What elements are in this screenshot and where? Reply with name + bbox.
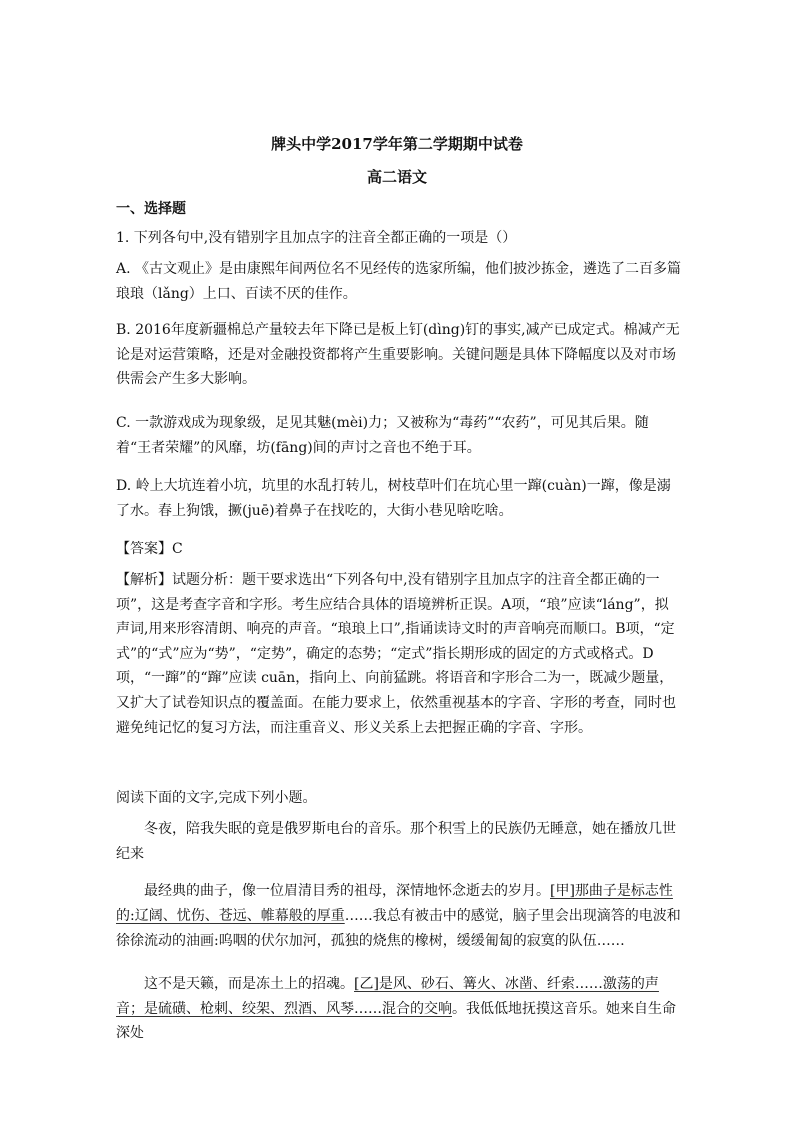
option-a: A. 《古文观止》是由康熙年间两位名不见经传的选家所编，他们披沙拣金，遴选了二百多篇琅琅（lǎng）上口、百读不厌的佳作。 [116,261,682,302]
option-b: B. 2016年度新疆棉总产量较去年下降已是板上钉(dìng)钉的事实,减产已成定式。棉减产无论是对运营策略，还是对金融投资都将产生重要影响。关键问题是具体下降幅度以及对市场供需会产生多大影响。 [116,322,680,387]
section-heading: 一、选择题 [116,201,186,217]
underlined-sentence-jia: [甲]那曲子是标志性的:辽阔、忧伤、苍远、帷幕般的厚重 [116,883,673,924]
answer-line: 【答案】C [116,541,183,557]
passage-paragraph-3 [116,972,682,1046]
passage-text: 这不是天籁，而是冻土上的招魂。 [144,976,354,992]
analysis-paragraph: 【解析】试题分析：题干要求选出“下列各句中,没有错别字且加点字的注音全都正确的一项”，这是考查字音和字形。考生应结合具体的语境辨析正误。A项，“琅”应读“láng”，拟声词,用来形容清朗、响亮的声音。“琅琅上口”,指诵读诗文时的声音响亮而顺口。B项，“定式”的“式”应为“势”，“定势”，确定的态势；“定式”指长期形成的固定的方式或格式。D项，“一蹿”的“蹿”应读 cuān，指向上、向前猛跳。将语音和字形合二为一，既减少题量，又扩大了试卷知识点的覆盖面。在能力要求上，依然重视基本的字音、字形的考查，同时也避免纯记忆的复习方法，而注重音义、形义关系上去把握正确的字音、字形。 [116,572,676,736]
passage-paragraph-2 [116,879,682,953]
passage-text: 最经典的曲子，像一位眉清目秀的祖母，深情地怀念逝去的岁月。 [144,883,550,899]
underlined-sentence-yi: [乙]是风、砂石、篝火、冰凿、纤索……激荡的声音；是硫磺、枪刺、绞架、烈酒、风琴……混合的交响 [116,976,659,1017]
option-c: C. 一款游戏成为现象级，足见其魅(mèi)力；又被称为“毒药”“农药”，可见其后果。随着“王者荣耀”的风靡，坊(fāng)间的声讨之音也不绝于耳。 [116,415,649,456]
passage-text: ……我总有被击中的感觉，脑子里会出现滴答的电波和徐徐流动的油画:呜咽的伏尔加河，孤独的烧焦的橡树，缓缓匍匐的寂寞的队伍…… [116,907,681,949]
option-d: D. 岭上大坑连着小坑，坑里的水乱打转儿，树枝草叶们在坑心里一蹿(cuàn)一蹿，像是溺了水。春上狗饿，撅(juē)着鼻子在找吃的，大街小巷见啥吃啥。 [116,478,671,519]
passage-text: 。我低低地抚摸这音乐。她来自生命深处 [116,1000,676,1042]
reading-instruction: 阅读下面的文字,完成下列小题。 [116,790,317,806]
question-stem: 1. 下列各句中,没有错别字且加点字的注音全都正确的一项是（） [116,230,517,246]
exam-subject: 高二语文 [366,168,427,186]
passage-paragraph-1: 冬夜，陪我失眠的竟是俄罗斯电台的音乐。那个积雪上的民族仍无睡意，她在播放几世纪来 [116,821,676,862]
exam-title: 牌头中学2017学年第二学期期中试卷 [271,135,523,153]
